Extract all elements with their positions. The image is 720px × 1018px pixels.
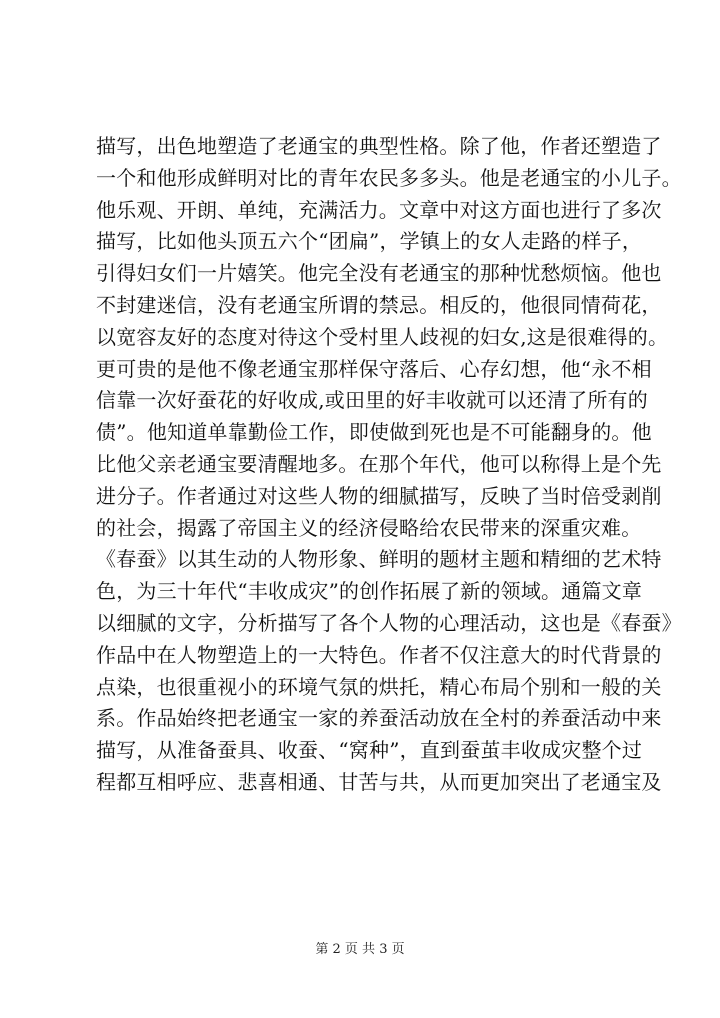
text-line: 信靠一次好蚕花的好收成,或田里的好丰收就可以还清了所有的	[96, 388, 648, 413]
text-line: 引得妇女们一片嬉笑。他完全没有老通宝的那种忧愁烦恼。他也	[96, 261, 662, 286]
page-number-label: 第 2 页 共 3 页	[315, 942, 405, 957]
text-line: 作品中在人物塑造上的一大特色。作者不仅注意大的时代背景的	[96, 642, 662, 667]
text-line: 《春蚕》以其生动的人物形象、鲜明的题材主题和精细的艺术特	[96, 547, 662, 572]
text-line: 程都互相呼应、悲喜相通、甘苦与共，从而更加突出了老通宝及	[96, 769, 662, 794]
text-line: 描写，从准备蚕具、收蚕、“窝种”，直到蚕茧丰收成灾整个过	[96, 738, 643, 763]
text-line: 描写，出色地塑造了老通宝的典型性格。除了他，作者还塑造了	[96, 134, 662, 158]
text-line: 不封建迷信，没有老通宝所谓的禁忌。相反的，他很同情荷花，	[96, 292, 662, 317]
text-line: 以宽容友好的态度对待这个受村里人歧视的妇女,这是很难得的。	[96, 324, 669, 349]
text-line: 的社会，揭露了帝国主义的经济侵略给农民带来的深重灾难。	[96, 515, 642, 540]
text-line: 以细腻的文字，分析描写了各个人物的心理活动，这也是《春蚕》	[96, 610, 682, 635]
text-line: 描写，比如他头顶五六个“团扁”，学镇上的女人走路的样子，	[96, 229, 643, 254]
text-line: 他乐观、开朗、单纯，充满活力。文章中对这方面也进行了多次	[96, 197, 662, 222]
text-line: 点染，也很重视小的环境气氛的烘托，精心布局个别和一般的关	[96, 674, 662, 699]
text-line: 更可贵的是他不像老通宝那样保守落后、心存幻想，他“永不相	[96, 356, 652, 381]
body-text	[96, 131, 696, 799]
text-line: 一个和他形成鲜明对比的青年农民多多头。他是老通宝的小儿子。	[96, 165, 682, 190]
text-line: 比他父亲老通宝要清醒地多。在那个年代，他可以称得上是个先	[96, 451, 662, 476]
text-line: 色，为三十年代“丰收成灾”的创作拓展了新的领域。通篇文章	[96, 579, 643, 604]
text-line: 债”。他知道单靠勤俭工作，即使做到死也是不可能翻身的。他	[96, 420, 652, 445]
text-line: 进分子。作者通过对这些人物的细腻描写，反映了当时倍受剥削	[96, 483, 662, 508]
text-line: 系。作品始终把老通宝一家的养蚕活动放在全村的养蚕活动中来	[96, 706, 662, 731]
page-footer	[0, 938, 720, 957]
